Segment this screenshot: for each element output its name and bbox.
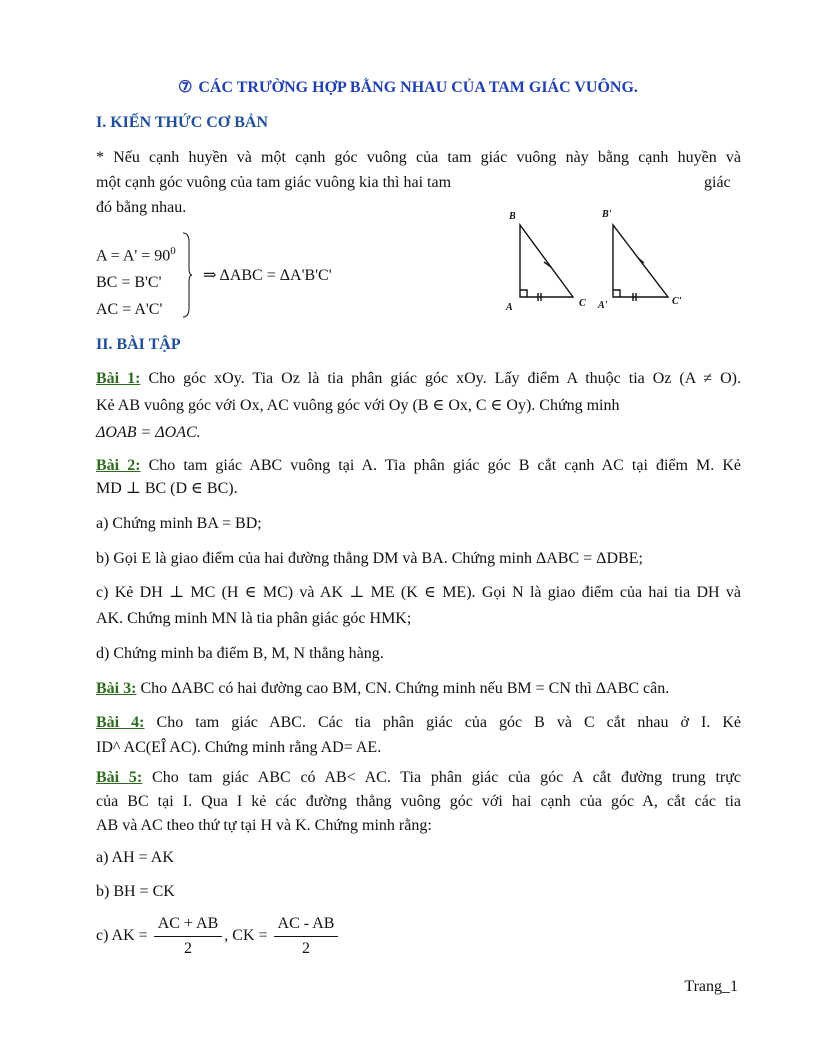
- right-brace-icon: [182, 232, 192, 318]
- exercise-3: Bài 3: Cho ΔABC có hai đường cao BM, CN. Chứng minh nếu BM = CN thì ΔABC cân.: [96, 680, 670, 697]
- number-seven-icon: ⑦: [178, 79, 193, 96]
- exercise-5-part-b: b) BH = CK: [96, 883, 175, 900]
- exercise-1-label: Bài 1:: [96, 370, 141, 387]
- exercise-4-line-1: Bài 4: Cho tam giác ABC. Các tia phân giác của góc B và C cắt nhau ở I. Kẻ: [96, 714, 742, 731]
- exercise-5-line-1: Bài 5: Cho tam giác ABC có AB< AC. Tia phân giác của góc A cắt đường trung trực: [96, 769, 742, 786]
- exercise-5-label: Bài 5:: [96, 769, 143, 786]
- exercise-1-line-2: Kẻ AB vuông góc với Ox, AC vuông góc với Oy (B ∈ Ox, C ∈ Oy). Chứng minh: [96, 397, 620, 414]
- page-title-text: CÁC TRƯỜNG HỢP BẰNG NHAU CỦA TAM GIÁC VUÔNG.: [198, 79, 638, 96]
- right-angle-mark-2: [613, 290, 620, 297]
- system-equation-1: $A = A' = 90^0$: [96, 245, 176, 265]
- exercise-2-line-2: MD ⊥ BC (D ∈ BC).: [96, 480, 238, 497]
- label-b-prime: B': [602, 209, 612, 220]
- theory-text-line-2-end: giác: [704, 174, 731, 191]
- theory-text-line-2: một cạnh góc vuông của tam giác vuông kia thì hai tam: [96, 174, 452, 191]
- exercise-2-part-c-line-1: c) Kẻ DH ⊥ MC (H ∈ MC) và AK ⊥ ME (K ∈ ME). Gọi N là giao điểm của hai tia DH và: [96, 584, 741, 601]
- exercise-5-part-a: a) AH = AK: [96, 849, 174, 866]
- exercise-5-part-c: c) AK = $\frac{AC + AB}{2}$ , CK = $\frac{AC - AB}{2}$: [96, 914, 340, 959]
- exercise-3-label: Bài 3:: [96, 680, 137, 697]
- exercise-1-line-1: Bài 1: Cho góc xOy. Tia Oz là tia phân giác góc xOy. Lấy điểm A thuộc tia Oz (A ≠ O).: [96, 370, 742, 387]
- exercise-2-part-a: a) Chứng minh BA = BD;: [96, 515, 262, 532]
- system-equation-2: BC = B'C': [96, 274, 162, 292]
- page-number: Trang_1: [684, 978, 738, 995]
- label-a: A: [506, 302, 513, 313]
- hypotenuse-leg-system: [96, 238, 176, 323]
- triangle-abc: [520, 225, 573, 297]
- exercise-4-line-2: ID^ AC(EÎ AC). Chứng minh rằng AD= AE.: [96, 739, 382, 756]
- theory-text-line-1: * Nếu cạnh huyền và một cạnh góc vuông của tam giác vuông này bằng cạnh huyền và: [96, 149, 741, 166]
- exercise-2-label: Bài 2:: [96, 457, 141, 474]
- triangle-a2b2c2: [613, 225, 668, 297]
- exercise-1-line-3: ΔOAB = ΔOAC.: [96, 424, 201, 441]
- right-angle-mark: [520, 290, 527, 297]
- fraction-ck: $\frac{AC - AB}{2}$: [274, 914, 339, 959]
- congruent-right-triangles-figure: [496, 205, 696, 317]
- exercise-2-part-c-line-2: AK. Chứng minh MN là tia phân giác góc HMK;: [96, 610, 412, 627]
- exercise-2-part-d: d) Chứng minh ba điểm B, M, N thẳng hàng.: [96, 645, 384, 662]
- section-heading-basic: I. KIẾN THỨC CƠ BẢN: [96, 114, 269, 131]
- exercise-2-line-1: Bài 2: Cho tam giác ABC vuông tại A. Tia phân giác góc B cắt cạnh AC tại điểm M. Kẻ: [96, 457, 742, 474]
- theory-text-line-3: đó bằng nhau.: [96, 199, 187, 216]
- exercise-2-part-b: b) Gọi E là giao điểm của hai đường thẳng DM và BA. Chứng minh ΔABC = ΔDBE;: [96, 550, 643, 567]
- fraction-ak: $\frac{AC + AB}{2}$: [154, 914, 223, 959]
- system-equation-3: AC = A'C': [96, 301, 163, 319]
- page-title: [178, 78, 638, 98]
- system-conclusion: ⇒ ΔABC = ΔA'B'C': [203, 267, 332, 284]
- section-heading-exercises: II. BÀI TẬP: [96, 336, 181, 353]
- exercise-5-line-2: của BC tại I. Qua I kẻ các đường thẳng vuông góc với hai cạnh của góc A, cắt các tia: [96, 793, 741, 810]
- exercise-4-label: Bài 4:: [96, 714, 145, 731]
- label-c: C: [579, 298, 586, 309]
- exercise-5-line-3: AB và AC theo thứ tự tại H và K. Chứng minh rằng:: [96, 817, 432, 834]
- label-b: B: [509, 211, 516, 222]
- label-a-prime: A': [598, 300, 608, 311]
- label-c-prime: C': [672, 296, 682, 307]
